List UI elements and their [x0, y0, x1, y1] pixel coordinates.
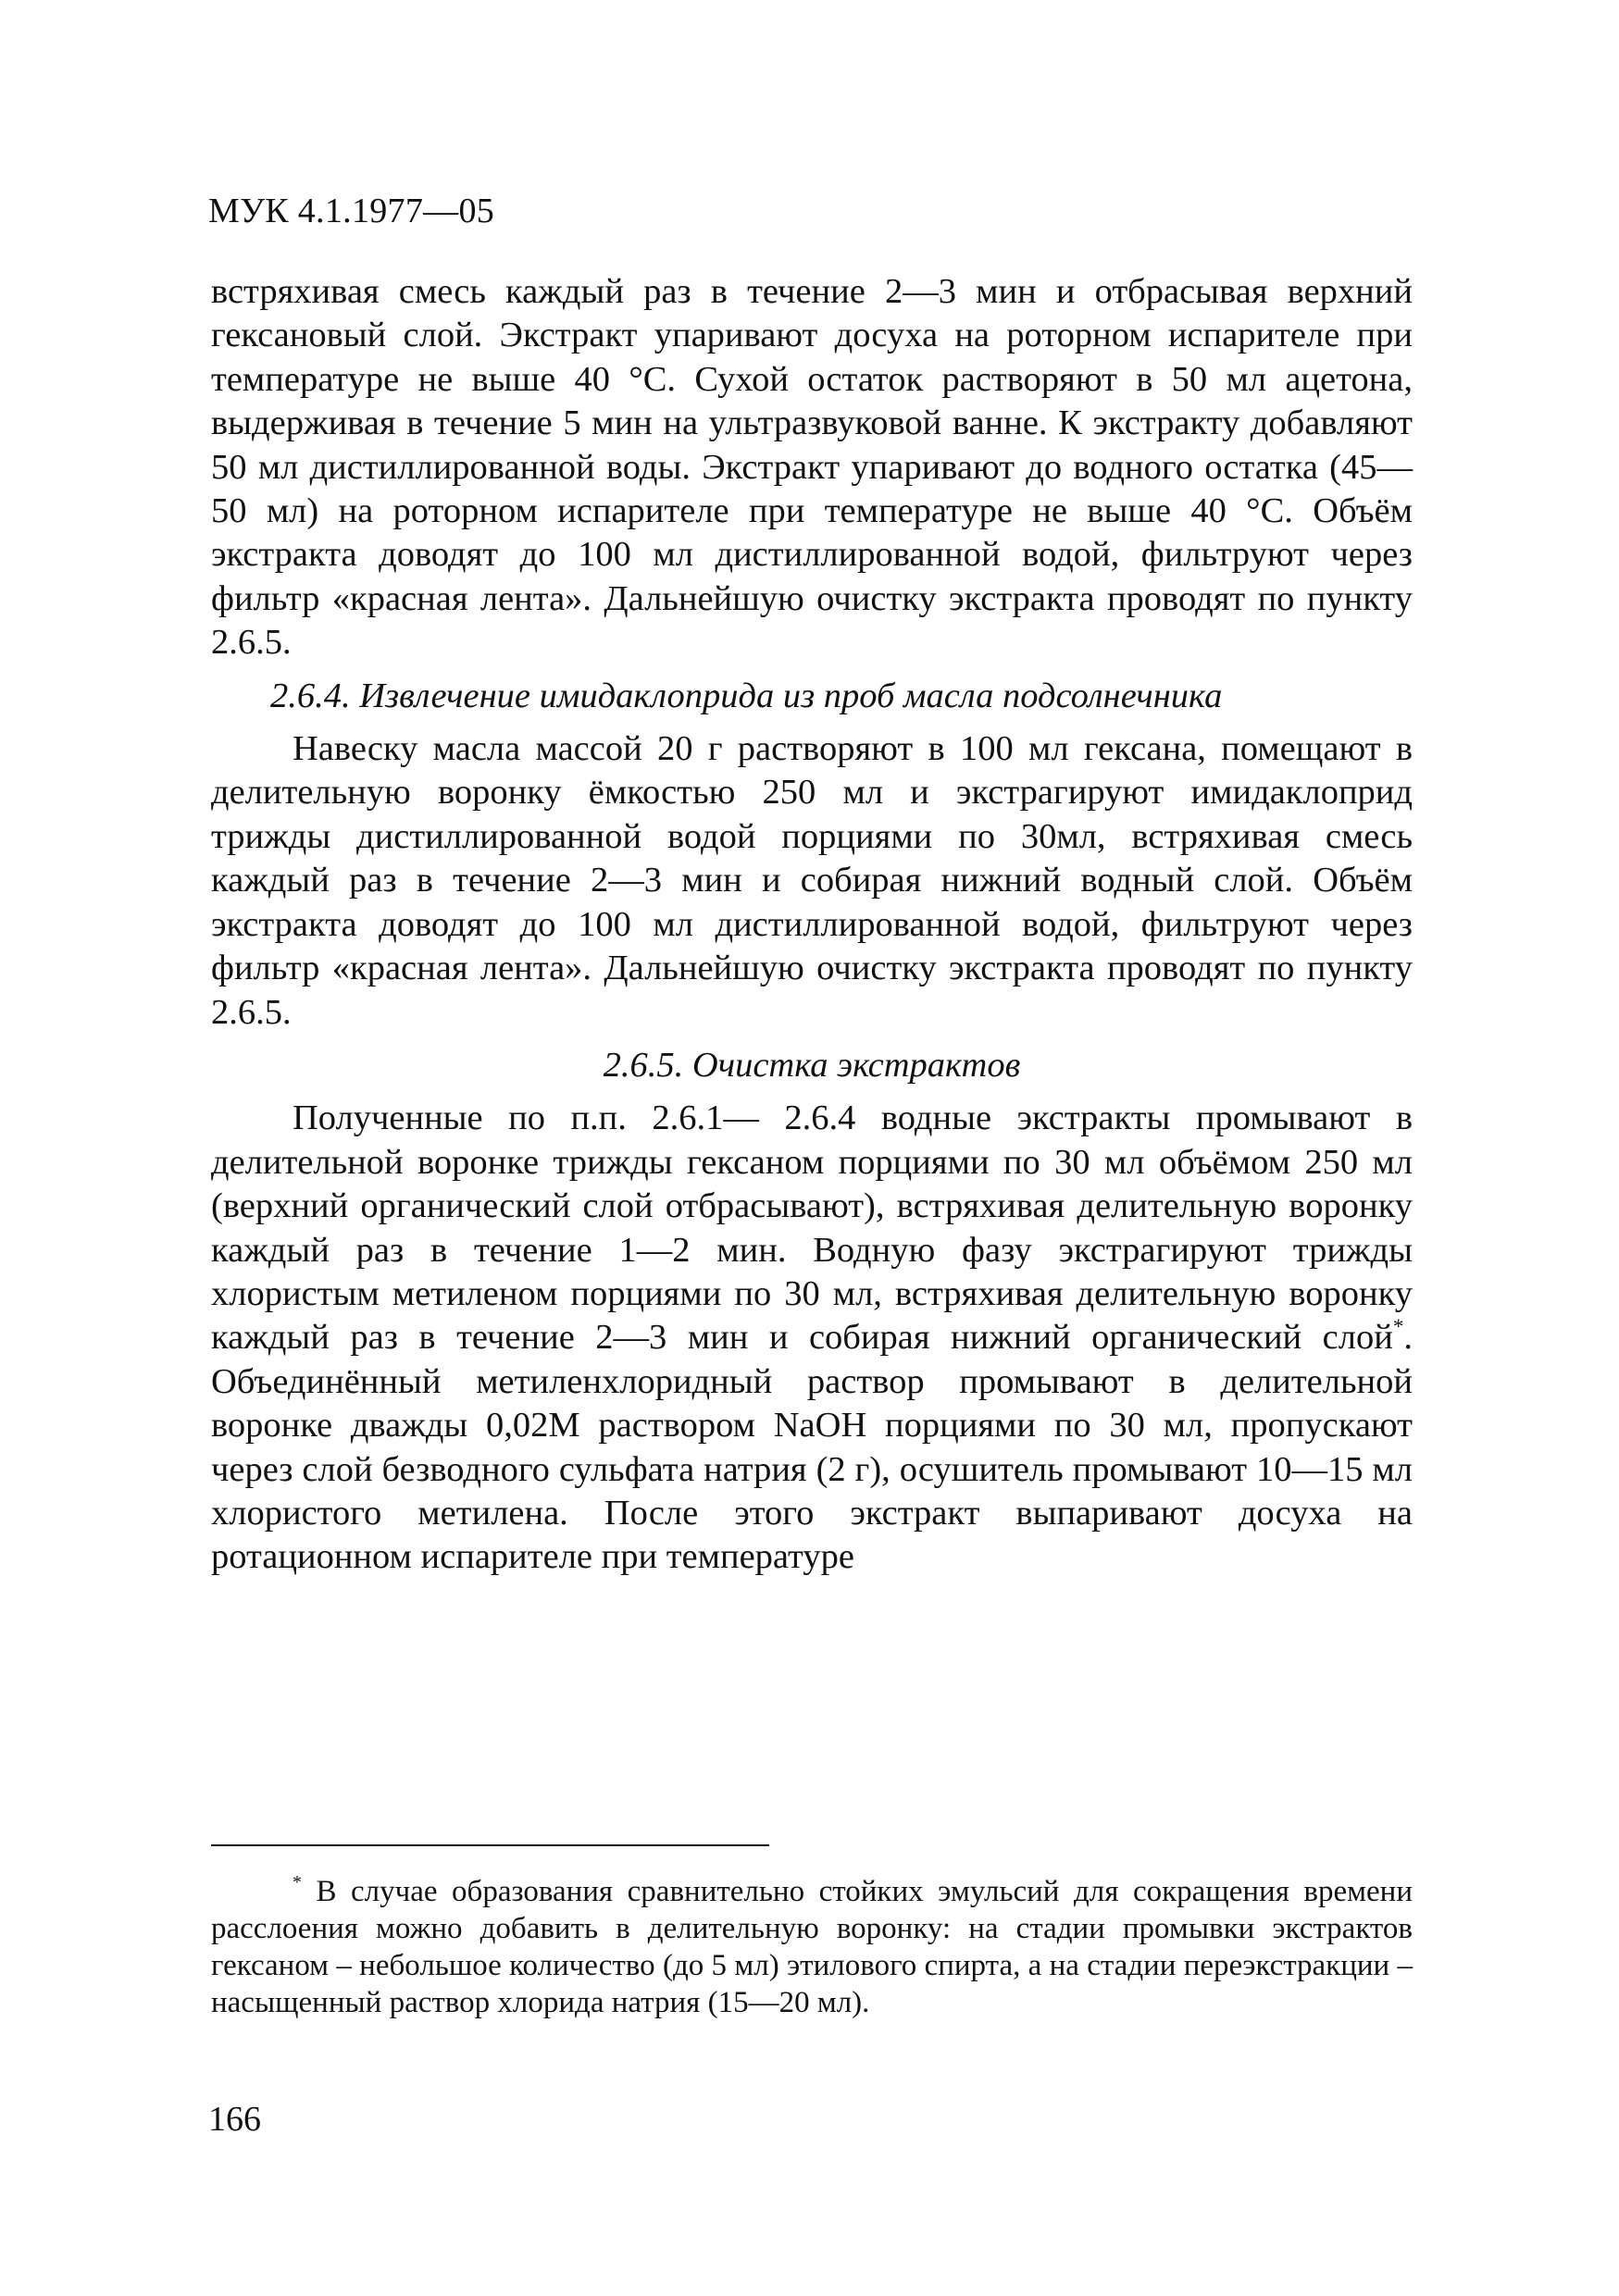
section-2-6-5-paragraph [211, 1097, 1413, 1579]
footnote-separator [211, 1844, 769, 1846]
footnote [211, 1873, 1413, 2021]
footnote-reference-marker[interactable]: * [1392, 1314, 1404, 1339]
paragraph-continuation: встряхивая смесь каждый раз в течение 2—3 мин и отбрасывая верхний гексановый слой. Экстракт упаривают досуха на роторном испарителе при температуре не выше 40 °С. Сухой остаток растворяют в 50 мл ацетона, выдерживая в течение 5 мин на ультразвуковой ванне. К экстракту добавляют 50 мл дистиллированной воды. Экстракт упаривают до водного остатка (45—50 мл) на роторном испарителе при температуре не выше 40 °С. Объём экстракта доводят до 100 мл дистиллированной водой, фильтруют через фильтр «красная лента». Дальнейшую очистку экстракта проводят по пункту 2.6.5. [211, 272, 1413, 663]
section-2-6-5-text-part2: . Объединённый метиленхлоридный раствор промывают в делительной воронке дважды 0,02М раствором NaOH порциями по 30 мл, пропускают через слой безводного сульфата натрия (2 г), осушитель промывают 10—15 мл хлористого метилена. После этого экстракт выпаривают досуха на ротационном испарителе при температуре [211, 1318, 1413, 1577]
footnote-marker: * [293, 1872, 302, 1893]
footnote-paragraph [211, 1873, 1413, 2021]
section-2-6-5-text-part1: Полученные по п.п. 2.6.1— 2.6.4 водные экстракты промывают в делительной воронке трижды гексаном порциями по 30 мл объёмом 250 мл (верхний органический слой отбрасывают), встряхивая делительную воронку каждый раз в течение 1—2 мин. Водную фазу экстрагируют трижды хлористым метиленом порциями по 30 мл, встряхивая делительную воронку каждый раз в течение 2—3 мин и собирая нижний органический слой [211, 1098, 1413, 1358]
page-content [211, 270, 1413, 1580]
document-code-header: МУК 4.1.1977—05 [208, 192, 495, 230]
section-2-6-4-paragraph: Навеску масла массой 20 г растворяют в 100 мл гексана, помещают в делительную воронку ёмкостью 250 мл и экстрагируют имидаклоприд трижды дистиллированной водой порциями по 30мл, встряхивая смесь каждый раз в течение 2—3 мин и собирая нижний водный слой. Объём экстракта доводят до 100 мл дистиллированной водой, фильтруют через фильтр «красная лента». Дальнейшую очистку экстракта проводят по пункту 2.6.5. [211, 729, 1413, 1032]
footnote-text: В случае образования сравнительно стойких эмульсий для сокращения времени расслоения можно добавить в делительную воронку: на стадии промывки экстрактов гексаном – небольшое количество (до 5 мл) этилового спирта, а на стадии переэкстракции – насыщенный раствор хлорида натрия (15—20 мл). [211, 1875, 1413, 2019]
section-2-6-5-title: 2.6.5. Очистка экстрактов [603, 1045, 1021, 1085]
page-number: 166 [208, 2100, 261, 2139]
section-2-6-4-title: 2.6.4. Извлечение имидаклоприда из проб масла подсолнечника [270, 676, 1223, 715]
